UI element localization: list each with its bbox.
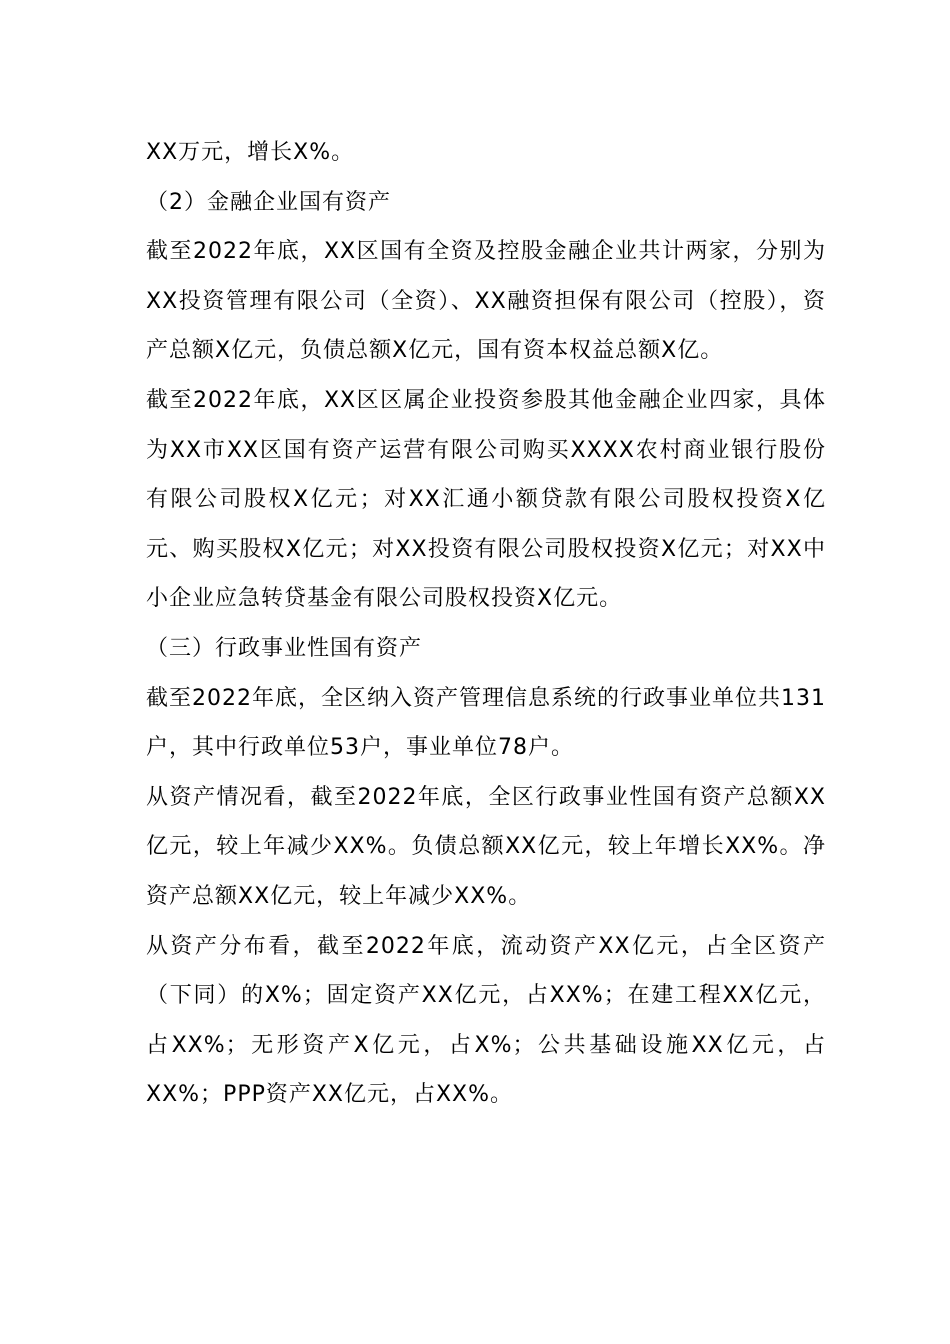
paragraph-asset-situation: 从资产情况看，截至2022年底，全区行政事业性国有资产总额XX亿元，较上年减少XX%。负债总额XX亿元，较上年增长XX%。净资产总额XX亿元，较上年减少XX%。 xyxy=(146,784,826,909)
heading-administrative-assets: （三）行政事业性国有资产 xyxy=(146,635,423,661)
paragraph-administrative-units: 截至2022年底，全区纳入资产管理信息系统的行政事业单位共131户，其中行政单位53户，事业单位78户。 xyxy=(146,685,826,761)
heading-financial-enterprise-assets: （2）金融企业国有资产 xyxy=(146,189,391,215)
paragraph-asset-distribution: 从资产分布看，截至2022年底，流动资产XX亿元，占全区资产（下同）的X%；固定资产XX亿元，占XX%；在建工程XX亿元，占XX%；无形资产X亿元，占X%；公共基础设施XX亿元，占XX%；PPP资产XX亿元，占XX%。 xyxy=(146,933,826,1108)
paragraph-growth-continuation: XX万元，增长X%。 xyxy=(146,140,355,165)
document-body xyxy=(146,128,826,1120)
paragraph-financial-equity-investments: 截至2022年底，XX区区属企业投资参股其他金融企业四家，具体为XX市XX区国有资产运营有限公司购买XXXX农村商业银行股份有限公司股权X亿元；对XX汇通小额贷款有限公司股权投资X亿元、购买股权X亿元；对XX投资有限公司股权投资X亿元；对XX中小企业应急转贷基金有限公司股权投资X亿元。 xyxy=(146,387,826,612)
paragraph-financial-enterprises-owned: 截至2022年底，XX区国有全资及控股金融企业共计两家，分别为XX投资管理有限公司（全资）、XX融资担保有限公司（控股），资产总额X亿元，负债总额X亿元，国有资本权益总额X亿。 xyxy=(146,239,826,364)
